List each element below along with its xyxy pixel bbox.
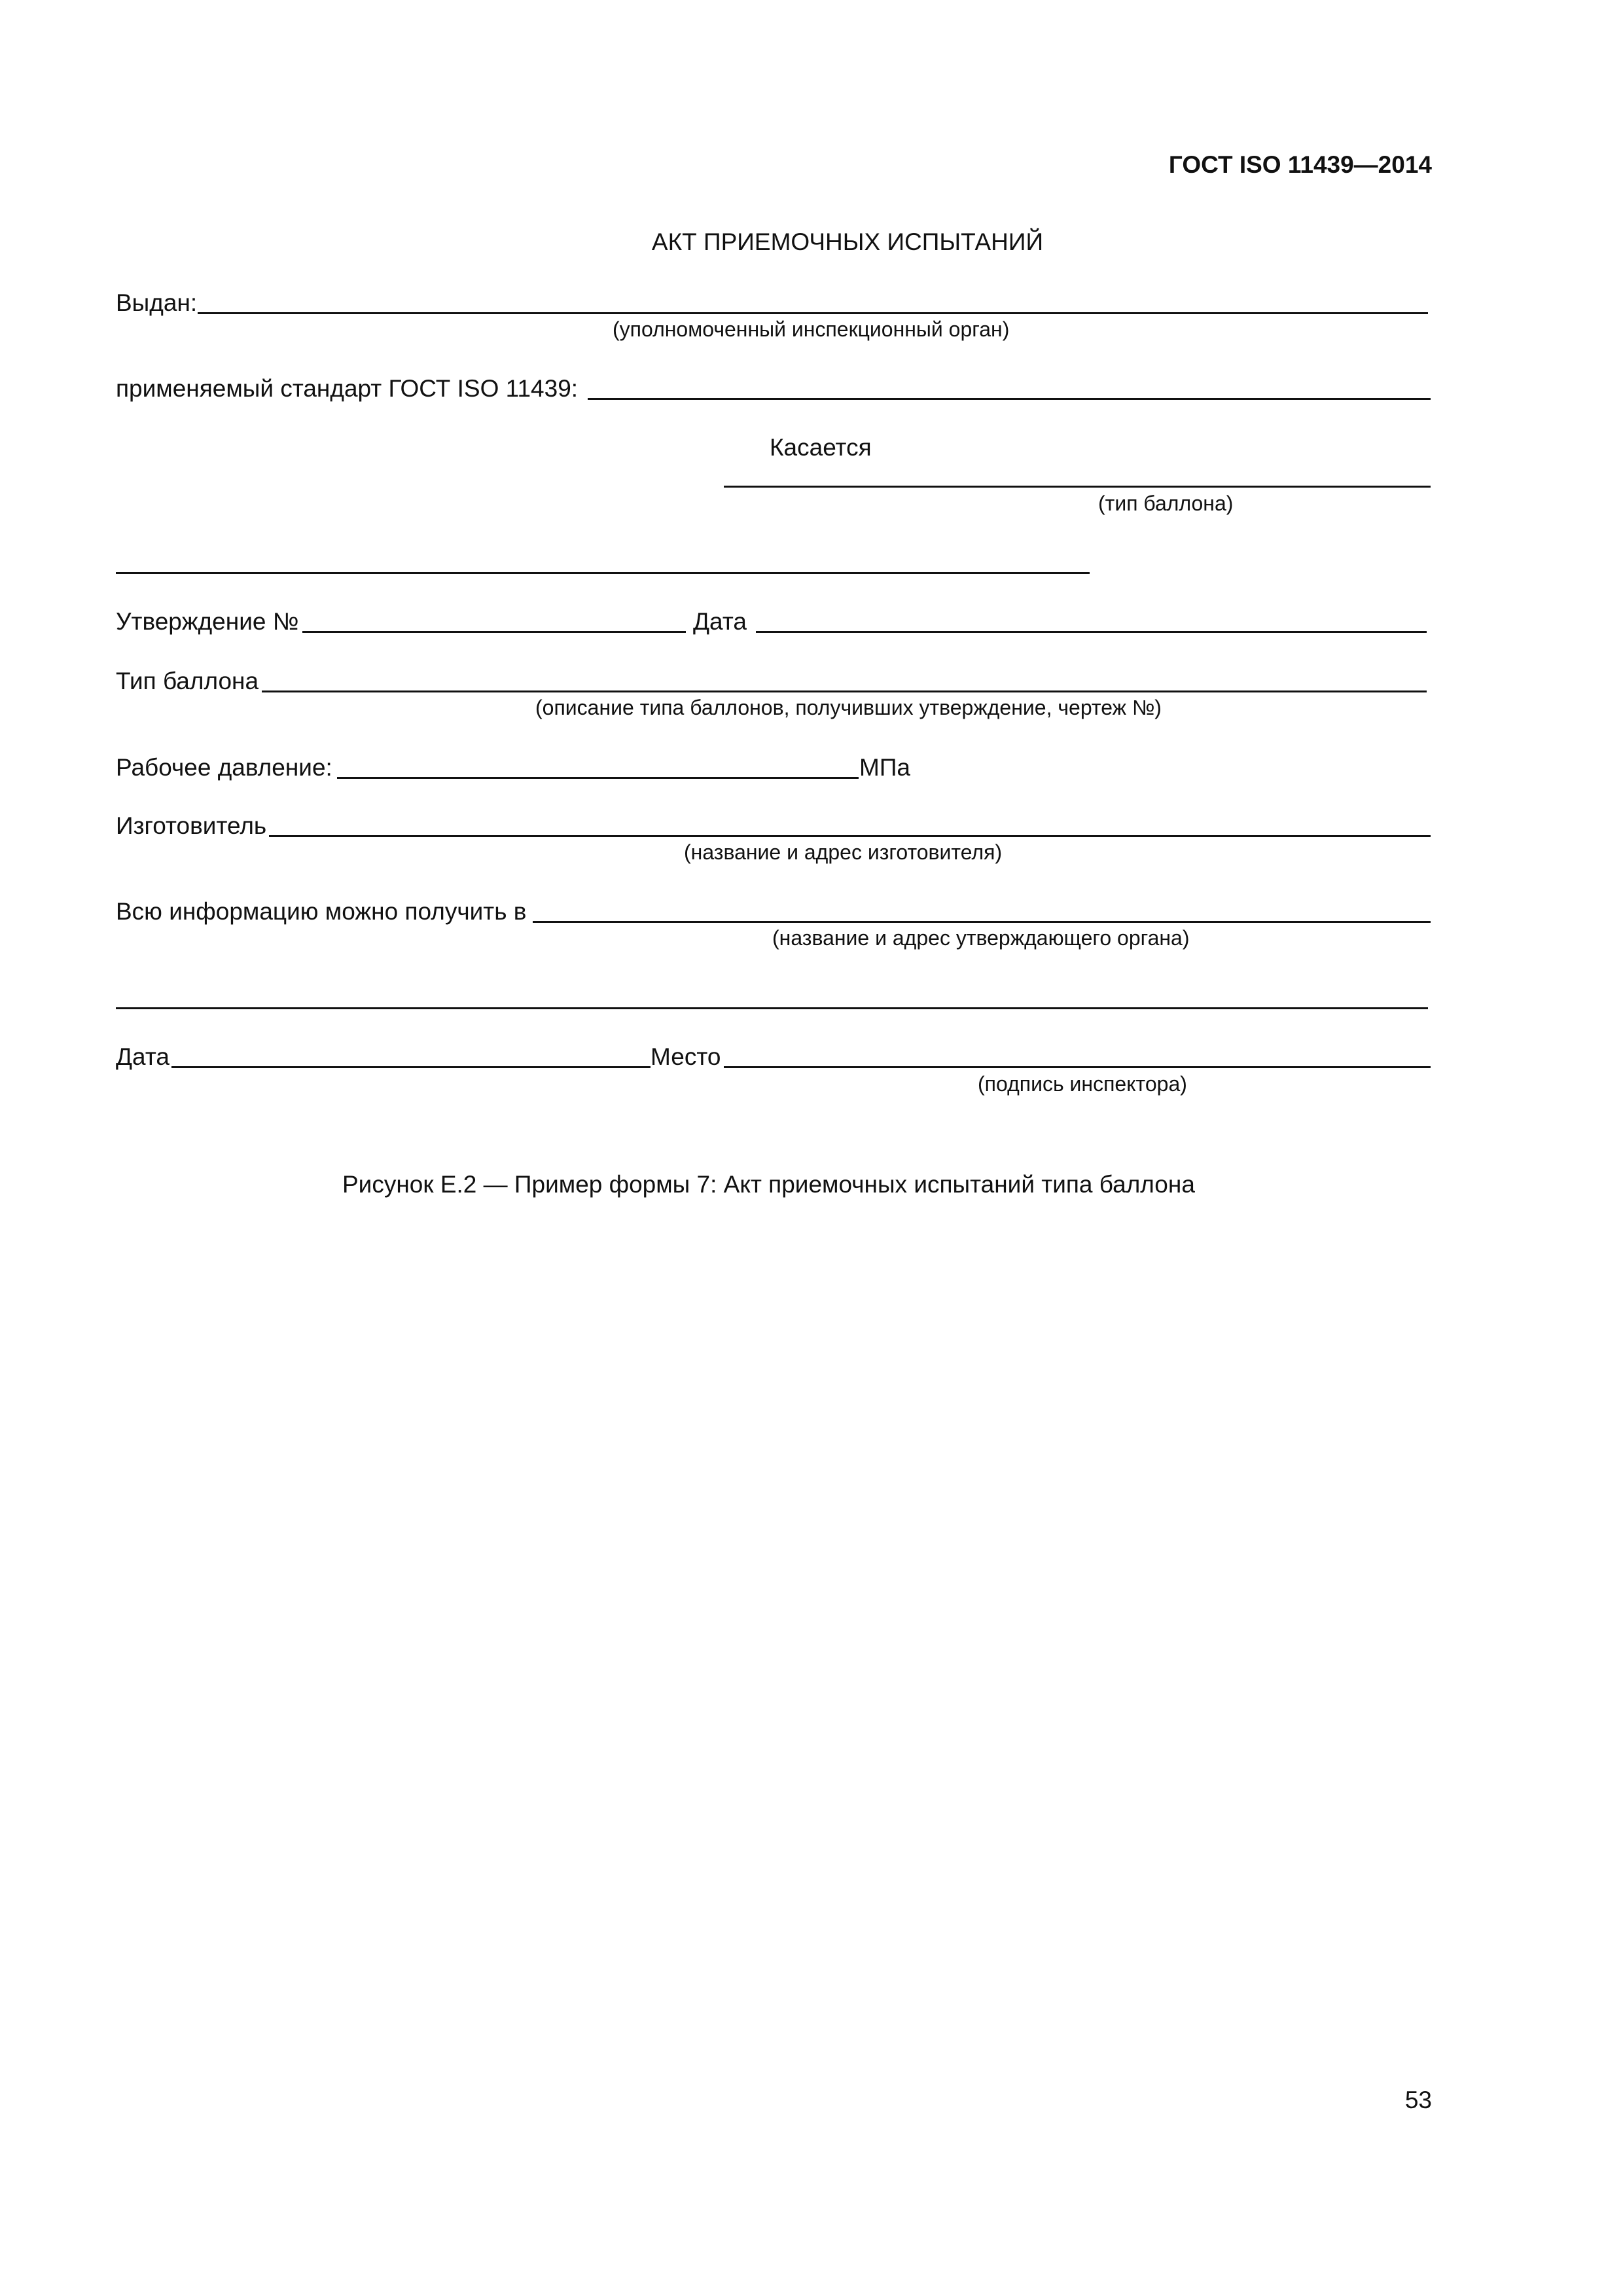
sign-date-line[interactable] — [171, 1066, 651, 1068]
concerns-label: Касается — [770, 434, 872, 461]
cylinder-type-label: Тип баллона — [116, 668, 259, 694]
cylinder-type-hint: (тип баллона) — [1098, 492, 1234, 515]
info-label: Всю информацию можно получить в — [116, 898, 527, 925]
pressure-field-line[interactable] — [337, 777, 859, 779]
pressure-unit: МПа — [859, 754, 910, 781]
form-title: АКТ ПРИЕМОЧНЫХ ИСПЫТАНИЙ — [651, 228, 1044, 255]
issued-label: Выдан: — [116, 289, 198, 316]
info-continuation-line[interactable] — [116, 1007, 1428, 1009]
issued-field-line[interactable] — [198, 312, 1428, 314]
standard-field-line[interactable] — [588, 398, 1431, 400]
cylinder-type-desc-line[interactable] — [262, 691, 1427, 692]
cylinder-type-line[interactable] — [724, 486, 1431, 488]
approval-label: Утверждение № — [116, 608, 299, 635]
manufacturer-label: Изготовитель — [116, 812, 267, 839]
approval-date-line[interactable] — [756, 631, 1427, 633]
info-hint: (название и адрес утверждающего органа) — [772, 926, 1190, 950]
standard-code: ГОСТ ISO 11439—2014 — [1168, 151, 1432, 178]
blank-field-line[interactable] — [116, 572, 1090, 574]
pressure-label: Рабочее давление: — [116, 754, 332, 781]
cylinder-type-desc-hint: (описание типа баллонов, получивших утверждение, чертеж №) — [535, 696, 1162, 719]
approval-number-line[interactable] — [302, 631, 686, 633]
manufacturer-field-line[interactable] — [269, 835, 1431, 837]
figure-caption: Рисунок Е.2 — Пример формы 7: Акт приемочных испытаний типа баллона — [342, 1171, 1195, 1198]
standard-label: применяемый стандарт ГОСТ ISO 11439: — [116, 375, 579, 402]
sign-date-label: Дата — [116, 1043, 169, 1070]
date-label: Дата — [693, 608, 747, 635]
issued-hint: (уполномоченный инспекционный орган) — [613, 317, 1010, 341]
signature-hint: (подпись инспектора) — [978, 1072, 1187, 1096]
page-number: 53 — [1404, 2087, 1432, 2113]
info-field-line[interactable] — [533, 921, 1431, 923]
place-label: Место — [651, 1043, 721, 1070]
place-field-line[interactable] — [724, 1066, 1431, 1068]
manufacturer-hint: (название и адрес изготовителя) — [684, 840, 1003, 864]
